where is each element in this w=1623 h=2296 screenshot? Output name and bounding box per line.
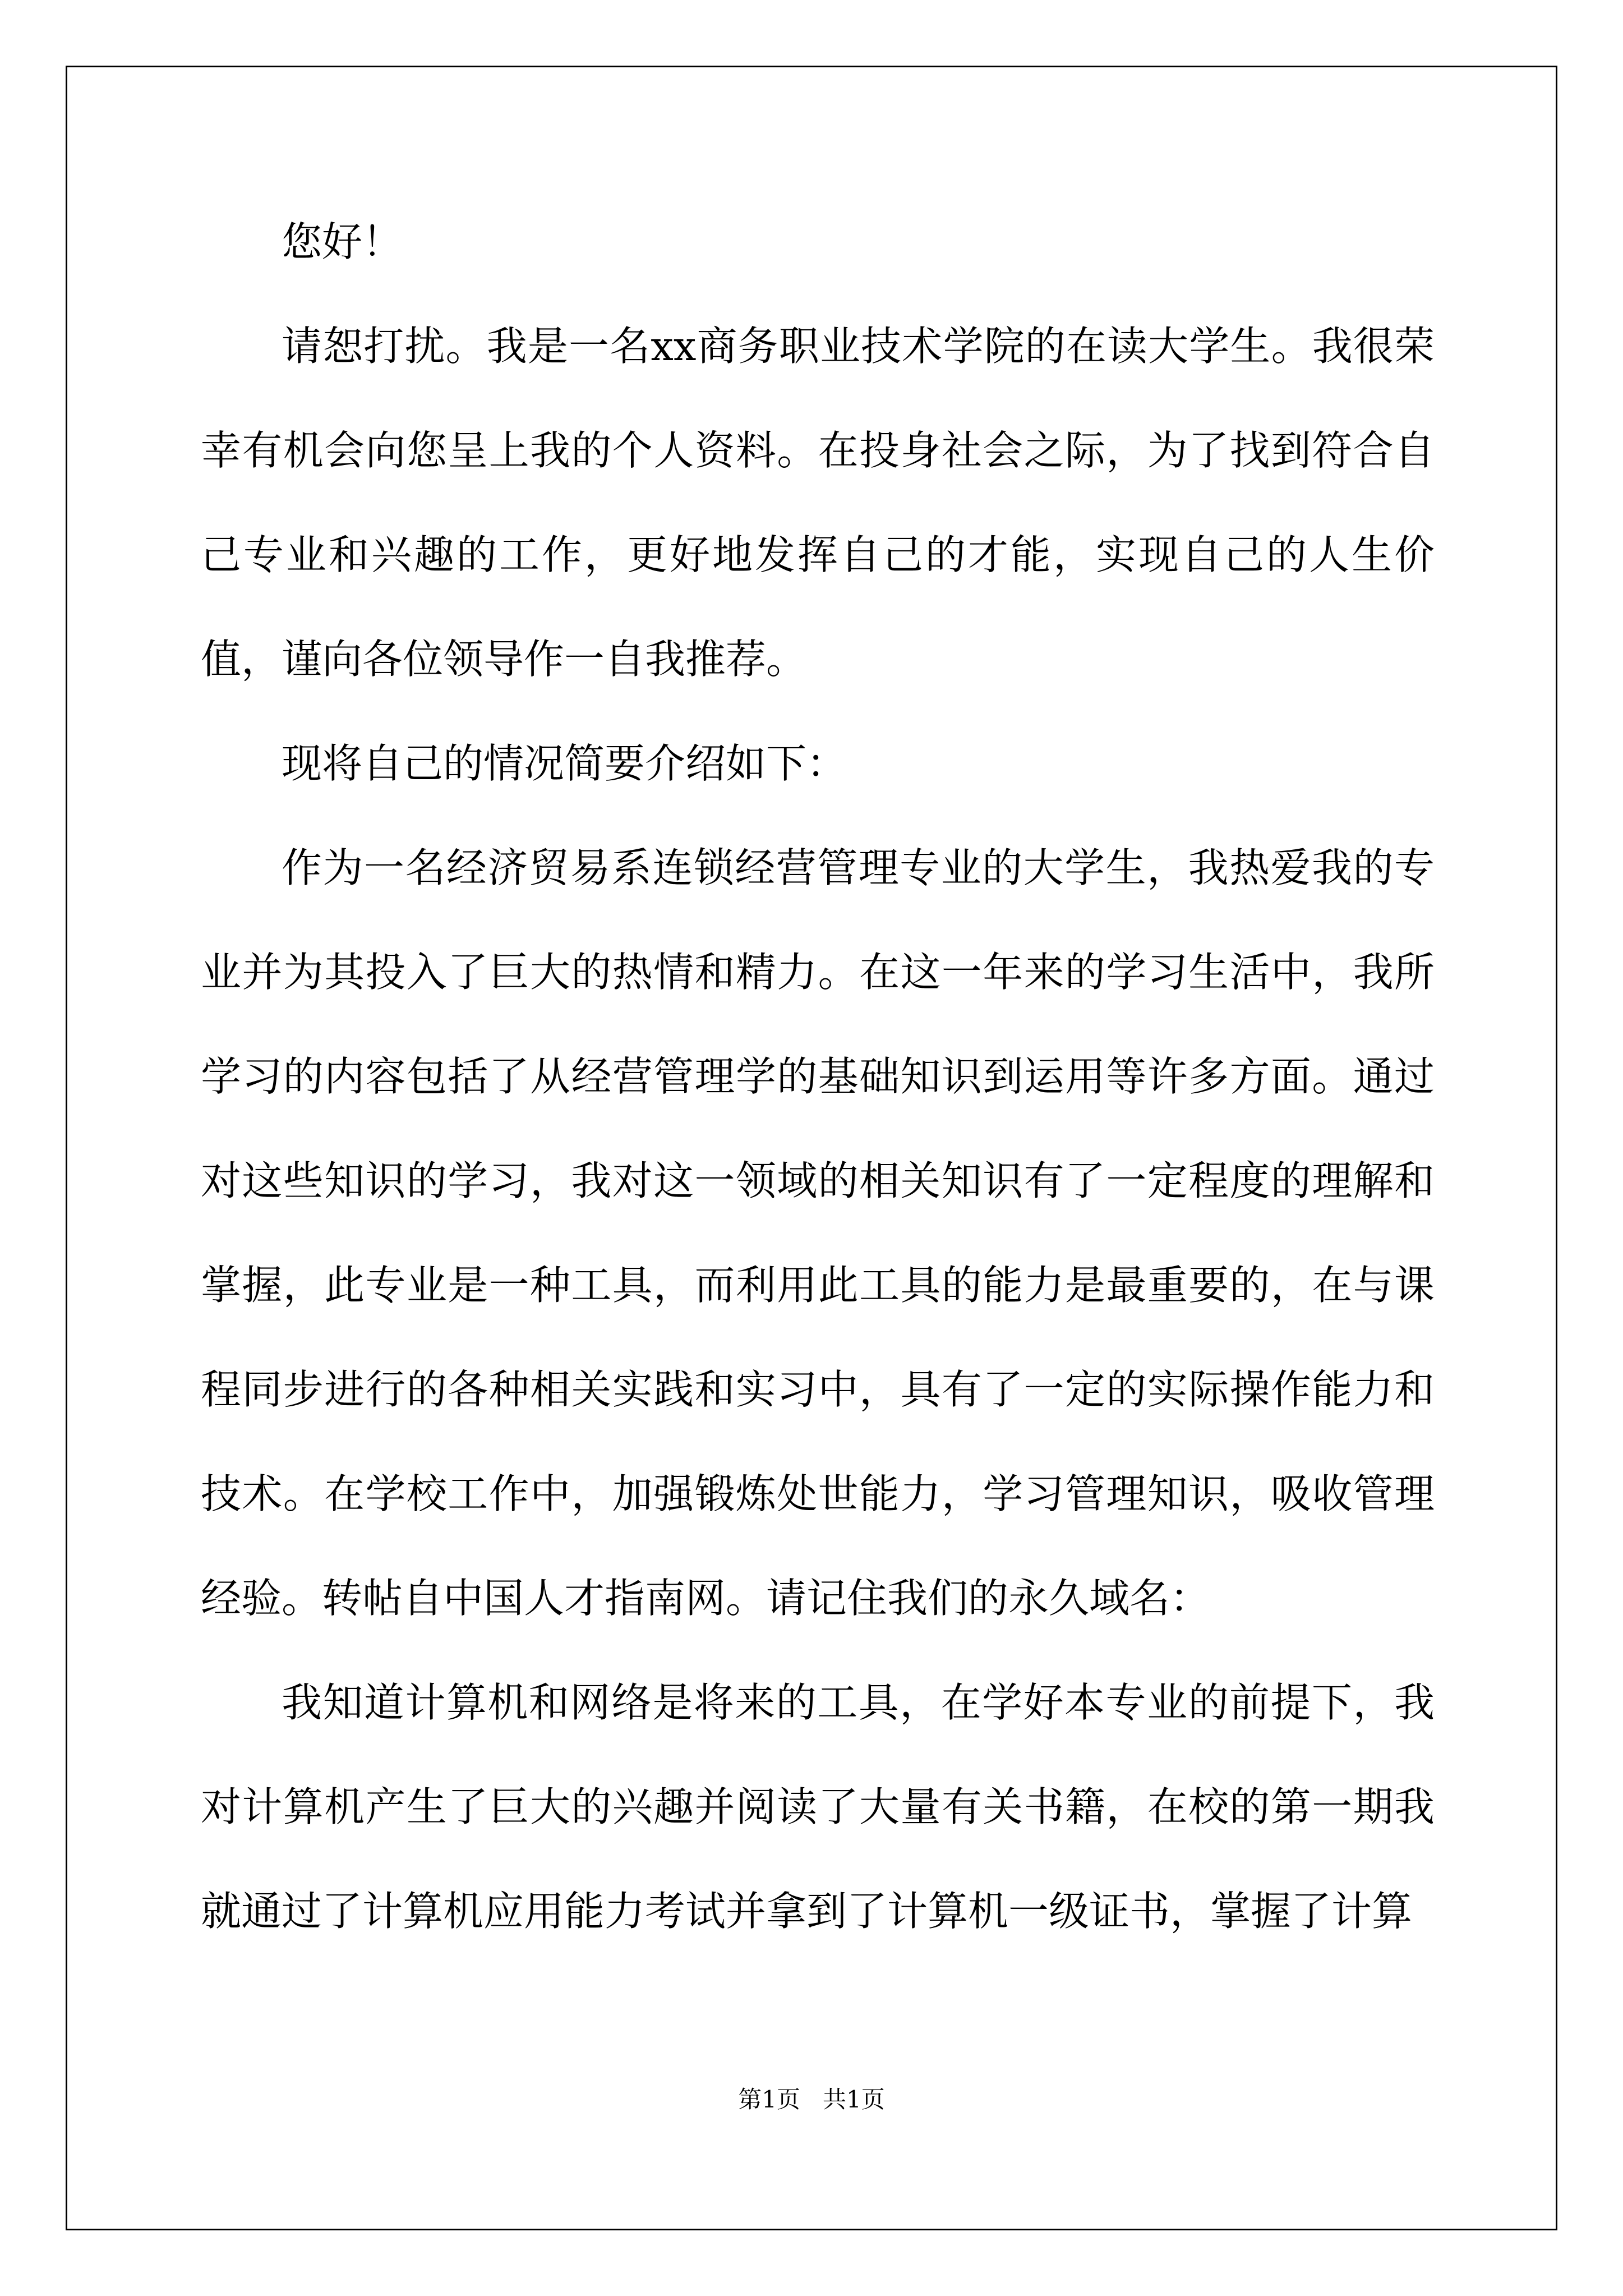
- paragraph-major: 作为一名经济贸易系连锁经营管理专业的大学生，我热爱我的专业并为其投入了巨大的热情和精力。在这一年来的学习生活中，我所学习的内容包括了从经营管理学的基础知识到运用等许多方面。通过对这些知识的学习，我对这一领域的相关知识有了一定程度的理解和掌握，此专业是一种工具，而利用此工具的能力是最重要的，在与课程同步进行的各种相关实践和实习中，具有了一定的实际操作能力和技术。在学校工作中，加强锻炼处世能力，学习管理知识，吸收管理经验。转帖自中国人才指南网。请记住我们的永久域名：: [201, 844, 1435, 1622]
- page-footer: [0, 2081, 1623, 2115]
- paragraph-introduction: 请恕打扰。我是一名xx商务职业技术学院的在读大学生。我很荣幸有机会向您呈上我的个人资料。在投身社会之际，为了找到符合自己专业和兴趣的工作，更好地发挥自己的才能，实现自己的人生价值，谨向各位领导作一自我推荐。: [201, 323, 1435, 683]
- paragraph-overview: 现将自己的情况简要介绍如下：: [282, 740, 847, 787]
- paragraph-computer: 我知道计算机和网络是将来的工具，在学好本专业的前提下，我对计算机产生了巨大的兴趣并阅读了大量有关书籍，在校的第一期我就通过了计算机应用能力考试并拿到了计算机一级证书，掌握了计算: [201, 1679, 1435, 1935]
- page-total: 共1页: [823, 2086, 885, 2113]
- paragraph-greeting: 您好！: [282, 218, 403, 265]
- page-number: 第1页: [738, 2086, 800, 2113]
- document-body: [201, 190, 1435, 1963]
